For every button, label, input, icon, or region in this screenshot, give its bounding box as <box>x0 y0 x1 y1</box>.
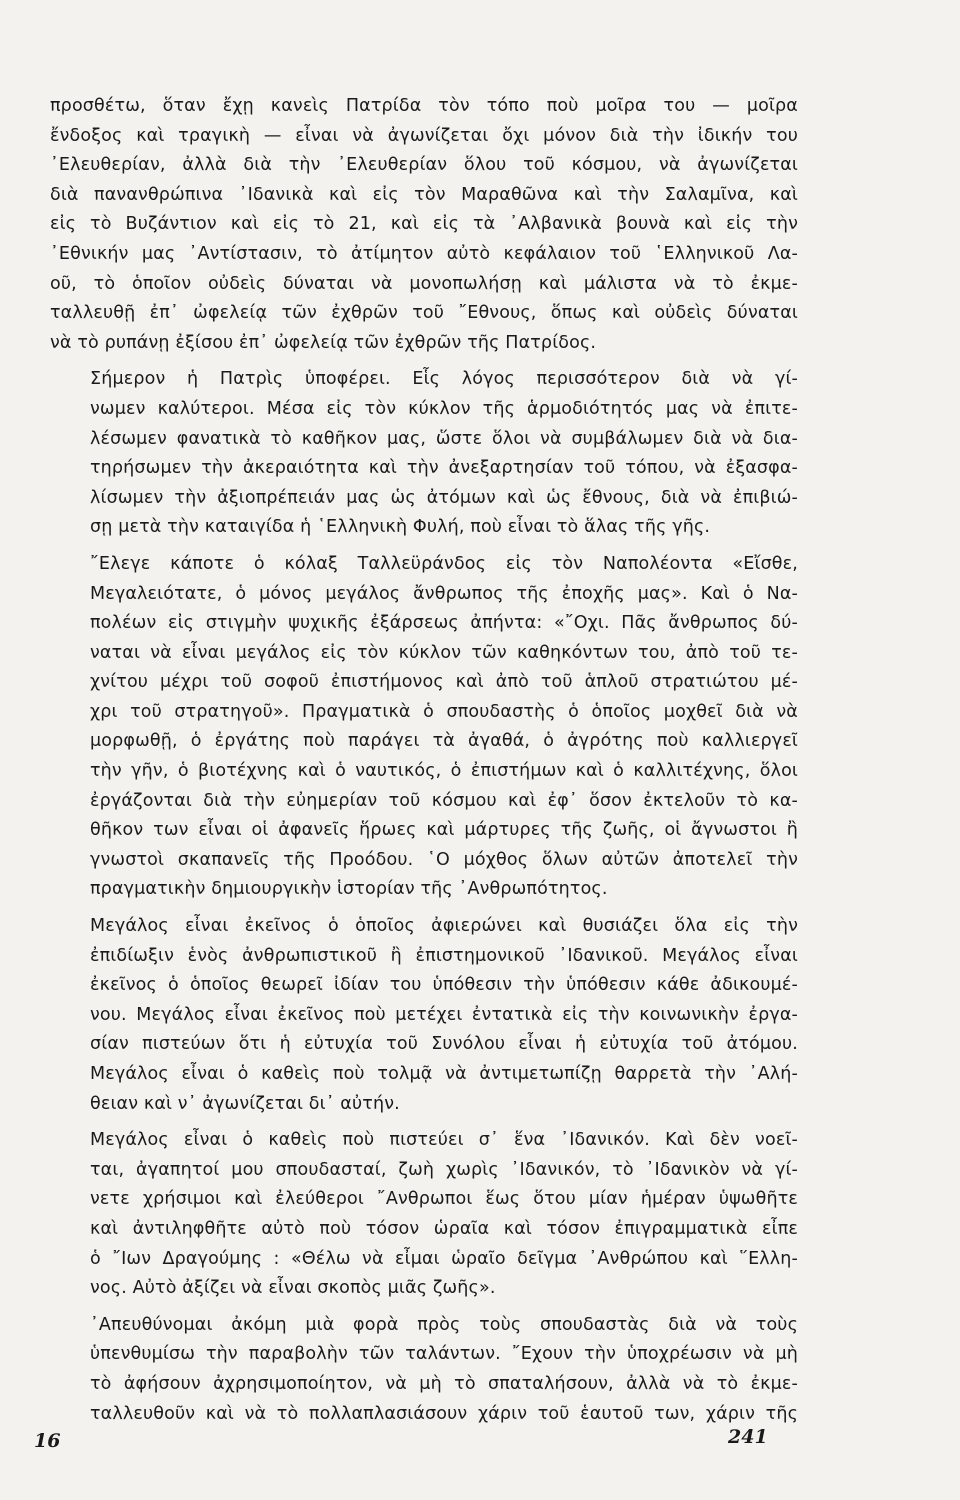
text-line: νος. Αὐτὸ ἀξίζει νὰ εἶναι σκοπὸς μιᾶς ζωῆς». <box>90 1278 496 1299</box>
text-line: ταλλευθῇ ἐπ᾿ ὠφελείᾳ τῶν ἐχθρῶν τοῦ ῎Εθνους, ὅπως καὶ οὐδεὶς δύναται <box>50 303 798 324</box>
text-line: ταλλευθοῦν καὶ νὰ τὸ πολλαπλασιάσουν χάριν τοῦ ἑαυτοῦ των, χάριν τῆς <box>90 1403 798 1424</box>
paragraph <box>50 1311 798 1429</box>
text-line: χνίτου μέχρι τοῦ σοφοῦ ἐπιστήμονος καὶ ἀπὸ τοῦ ἁπλοῦ στρατιώτου μέ- <box>90 672 798 693</box>
paragraph <box>50 365 798 543</box>
text-line: Σήμερον ἡ Πατρὶς ὑποφέρει. Εἷς λόγος περισσότερον διὰ νὰ γί- <box>90 369 798 390</box>
signature-mark: 16 <box>34 1430 61 1452</box>
text-line: Μεγάλος εἶναι ὁ καθεὶς ποὺ τολμᾷ νὰ ἀντιμετωπίζῃ θαρρετὰ τὴν ᾿Αλή- <box>90 1064 798 1084</box>
text-line: ναται νὰ εἶναι μεγάλος εἰς τὸν κύκλον τῶν καθηκόντων του, ἀπὸ τοῦ τε- <box>90 642 798 663</box>
text-line: νετε χρήσιμοι καὶ ἐλεύθεροι ῎Ανθρωποι ἕως ὅτου μίαν ἡμέραν ὑψωθῆτε <box>90 1189 798 1210</box>
text-line: γνωστοὶ σκαπανεῖς τῆς Προόδου. ῾Ο μόχθος ὅλων αὐτῶν ἀποτελεῖ τὴν <box>90 849 798 870</box>
text-line: ῎Ελεγε κάποτε ὁ κόλαξ Ταλλεϋράνδος εἰς τὸν Ναπολέοντα «Εἴσθε, <box>90 553 798 574</box>
text-line: προσθέτω, ὅταν ἔχῃ κανεὶς Πατρίδα τὸν τόπο ποὺ μοῖρα του — μοῖρα <box>50 96 798 116</box>
text-line: Μεγάλος εἶναι ὁ καθεὶς ποὺ πιστεύει σ᾿ ἕνα ᾿Ιδανικόν. Καὶ δὲν νοεῖ- <box>90 1130 798 1151</box>
text-line: νωμεν καλύτεροι. Μέσα εἰς τὸν κύκλον τῆς ἁρμοδιότητός μας νὰ ἐπιτε- <box>90 398 798 419</box>
text-line: τὸ ἀφήσουν ἀχρησιμοποίητον, νὰ μὴ τὸ σπαταλήσουν, ἀλλὰ νὰ τὸ ἐκμε- <box>90 1373 798 1394</box>
text-line: μορφωθῇ, ὁ ἐργάτης ποὺ παράγει τὰ ἀγαθά, ὁ ἀγρότης ποὺ καλλιεργεῖ <box>90 731 798 752</box>
text-line: ἔνδοξος καὶ τραγικὴ — εἶναι νὰ ἀγωνίζεται ὄχι μόνον διὰ τὴν ἰδικήν του <box>50 125 798 146</box>
text-line: ᾿Ελευθερίαν, ἀλλὰ διὰ τὴν ᾿Ελευθερίαν ὅλου τοῦ κόσμου, νὰ ἀγωνίζεται <box>50 155 798 176</box>
text-line: νὰ τὸ ρυπάνῃ ἐξίσου ἐπ᾿ ὠφελείᾳ τῶν ἐχθρῶν τῆς Πατρίδος. <box>50 332 597 353</box>
text-line: ᾿Απευθύνομαι ἀκόμη μιὰ φορὰ πρὸς τοὺς σπουδαστὰς διὰ νὰ τοὺς <box>90 1314 798 1335</box>
text-line: πολέων εἰς στιγμὴν ψυχικῆς ἐξάρσεως ἀπήντα: «῎Οχι. Πᾶς ἄνθρωπος δύ- <box>90 613 798 634</box>
paragraph <box>50 912 798 1119</box>
page-number: 241 <box>728 1426 768 1448</box>
paragraph <box>50 92 798 358</box>
text-line: οῦ, τὸ ὁποῖον οὐδεὶς δύναται νὰ μονοπωλήσῃ καὶ μάλιστα νὰ τὸ ἐκμε- <box>50 273 798 294</box>
text-line: λέσωμεν φανατικὰ τὸ καθῆκον μας, ὥστε ὅλοι νὰ συμβάλωμεν διὰ νὰ δια- <box>90 428 798 449</box>
text-line: Μεγάλος εἶναι ἐκεῖνος ὁ ὁποῖος ἀφιερώνει καὶ θυσιάζει ὅλα εἰς τὴν <box>90 916 798 937</box>
text-line: καὶ ἀντιληφθῆτε αὐτὸ ποὺ τόσον ὡραῖα καὶ τόσον ἐπιγραμματικὰ εἶπε <box>90 1218 798 1239</box>
text-line: νου. Μεγάλος εἶναι ἐκεῖνος ποὺ μετέχει ἐντατικὰ εἰς τὴν κοινωνικὴν ἐργα- <box>90 1004 798 1025</box>
text-line: τηρήσωμεν τὴν ἀκεραιότητα καὶ τὴν ἀνεξαρτησίαν τοῦ τόπου, νὰ ἐξασφα- <box>90 458 798 479</box>
text-line: πραγματικὴν δημιουργικὴν ἱστορίαν τῆς ᾿Ανθρωπότητος. <box>90 879 608 900</box>
text-line: λίσωμεν τὴν ἀξιοπρέπειάν μας ὡς ἀτόμων καὶ ὡς ἔθνους, διὰ νὰ ἐπιβιώ- <box>90 487 798 508</box>
text-line: ἐκεῖνος ὁ ὁποῖος θεωρεῖ ἰδίαν του ὑπόθεσιν τὴν ὑπόθεσιν κάθε ἀδικουμέ- <box>90 975 798 996</box>
text-line: ται, ἀγαπητοί μου σπουδασταί, ζωὴ χωρὶς ᾿Ιδανικόν, τὸ ᾿Ιδανικὸν νὰ γί- <box>90 1159 798 1180</box>
paragraph <box>50 550 798 905</box>
text-line: διὰ πανανθρώπινα ᾿Ιδανικὰ καὶ εἰς τὸν Μαραθῶνα καὶ τὴν Σαλαμῖνα, καὶ <box>50 184 798 205</box>
paragraph <box>50 1126 798 1304</box>
text-line: σίαν πιστεύων ὅτι ἡ εὐτυχία τοῦ Συνόλου εἶναι ἡ εὐτυχία τοῦ ἀτόμου. <box>90 1034 798 1055</box>
text-line: χρι τοῦ στρατηγοῦ». Πραγματικὰ ὁ σπουδαστὴς ὁ ὁποῖος μοχθεῖ διὰ νὰ <box>90 701 798 722</box>
text-line: ἐπιδίωξιν ἑνὸς ἀνθρωπιστικοῦ ἢ ἐπιστημονικοῦ ᾿Ιδανικοῦ. Μεγάλος εἶναι <box>90 945 798 966</box>
body-text <box>50 92 798 1429</box>
text-line: Μεγαλειότατε, ὁ μόνος μεγάλος ἄνθρωπος τῆς ἐποχῆς μας». Καὶ ὁ Να- <box>90 583 798 604</box>
text-line: θῆκον των εἶναι οἱ ἀφανεῖς ἥρωες καὶ μάρτυρες τῆς ζωῆς, οἱ ἄγνωστοι ἢ <box>90 820 798 841</box>
text-line: ἐργάζονται διὰ τὴν εὐημερίαν τοῦ κόσμου καὶ ἐφ᾿ ὅσον ἐκτελοῦν τὸ κα- <box>90 790 798 811</box>
text-line: ὑπενθυμίσω τὴν παραβολὴν τῶν ταλάντων. ῎Εχουν τὴν ὑποχρέωσιν νὰ μὴ <box>90 1344 798 1365</box>
text-line: τὴν γῆν, ὁ βιοτέχνης καὶ ὁ ναυτικός, ὁ ἐπιστήμων καὶ ὁ καλλιτέχνης, ὅλοι <box>90 761 798 782</box>
text-line: θειαν καὶ ν᾿ ἀγωνίζεται δι᾿ αὐτήν. <box>90 1093 400 1114</box>
text-line: ὁ ῎Ιων Δραγούμης : «Θέλω νὰ εἶμαι ὡραῖο δεῖγμα ᾿Ανθρώπου καὶ ῞Ελλη- <box>90 1248 798 1269</box>
text-line: σῃ μετὰ τὴν καταιγίδα ἡ ῾Ελληνικὴ Φυλή, ποὺ εἶναι τὸ ἅλας τῆς γῆς. <box>90 517 711 538</box>
text-line: εἰς τὸ Βυζάντιον καὶ εἰς τὸ 21, καὶ εἰς τὰ ᾿Αλβανικὰ βουνὰ καὶ εἰς τὴν <box>50 214 798 235</box>
text-line: ᾿Εθνικήν μας ᾿Αντίστασιν, τὸ ἀτίμητον αὐτὸ κεφάλαιον τοῦ ῾Ελληνικοῦ Λα- <box>50 243 798 264</box>
